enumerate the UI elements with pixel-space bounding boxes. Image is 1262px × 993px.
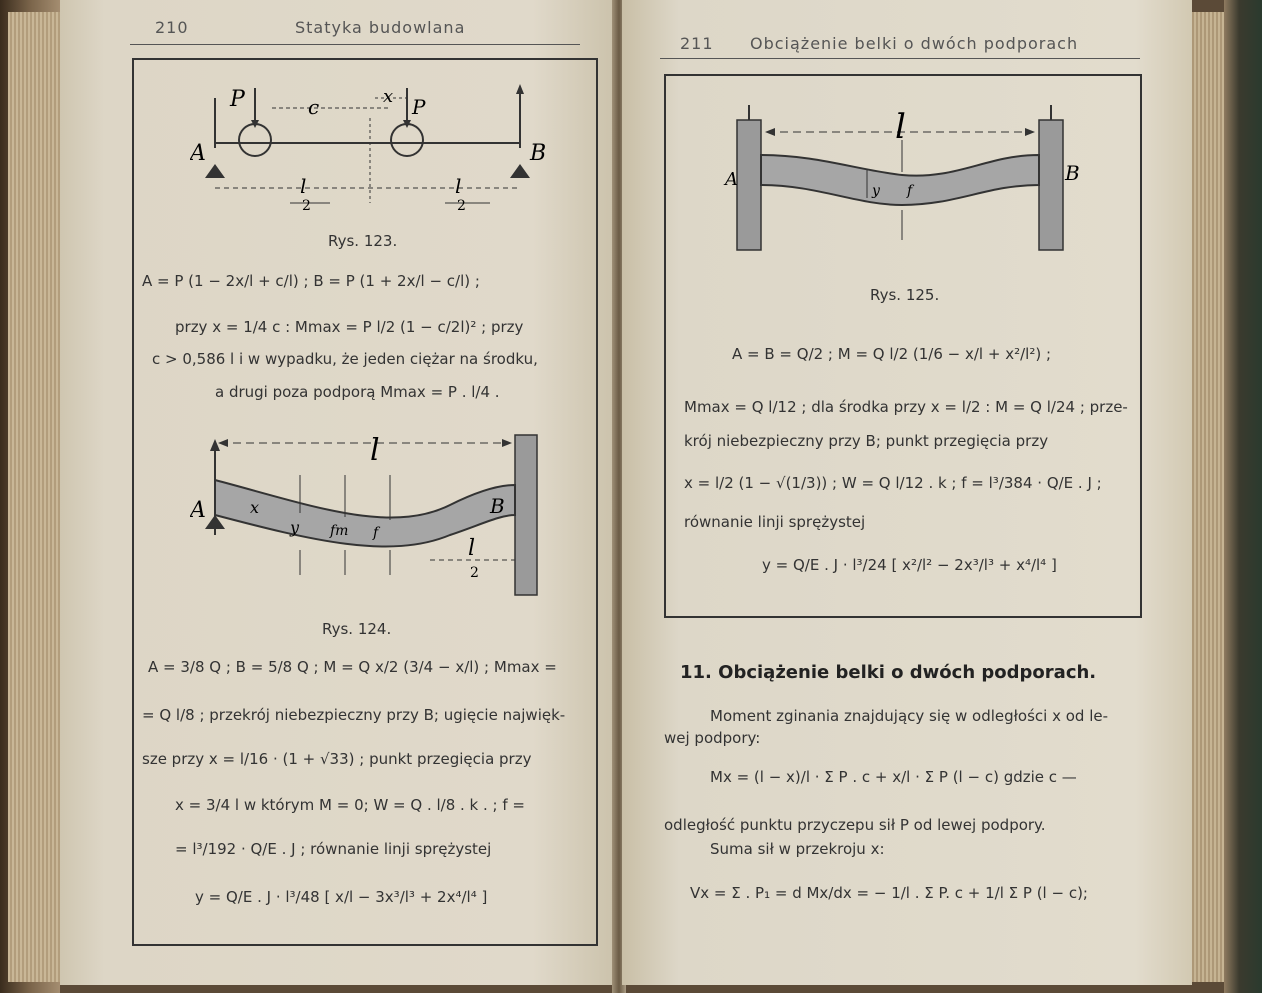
eq-line: A = P (1 − 2x/l + c/l) ; B = P (1 + 2x/l − c/l) ; [142, 272, 480, 290]
eq-line: x = l/2 (1 − √(1/3)) ; W = Q l/12 . k ; f = l³/384 · Q/E . J ; [684, 474, 1102, 492]
figure-125 [717, 100, 1097, 255]
label-f: f [907, 183, 913, 199]
header-rule-left [130, 44, 580, 45]
left-page [60, 0, 616, 985]
label-two: 2 [470, 565, 479, 581]
page-edges-left [8, 12, 64, 982]
page-number-left: 210 [155, 18, 189, 37]
eq-line: przy x = 1/4 c : Mmax = P l/2 (1 − c/2l)² ; przy [175, 318, 524, 336]
eq-line: = l³/192 · Q/E . J ; równanie linji sprężystej [175, 840, 492, 858]
eq-line: A = 3/8 Q ; B = 5/8 Q ; M = Q x/2 (3/4 − x/l) ; Mmax = [148, 658, 557, 676]
header-rule-right [660, 58, 1140, 59]
eq-line: A = B = Q/2 ; M = Q l/2 (1/6 − x/l + x²/l²) ; [732, 345, 1052, 363]
label-l: l [895, 107, 906, 147]
label-f: f [373, 525, 379, 541]
figure-123 [190, 78, 550, 213]
label-two1: 2 [302, 198, 311, 213]
right-page [622, 0, 1192, 985]
eq-line: = Q l/8 ; przekrój niebezpieczny przy B; ugięcie najwięk- [142, 706, 566, 724]
eq-line: x = 3/4 l w którym M = 0; W = Q . l/8 . k . ; f = [175, 796, 525, 814]
label-two2: 2 [457, 198, 466, 213]
label-x: x [250, 498, 260, 517]
running-head-right: Obciążenie belki o dwóch podporach [750, 34, 1079, 53]
eq-line: Mmax = Q l/12 ; dla środka przy x = l/2 : M = Q l/24 ; prze- [684, 398, 1128, 416]
label-P2: P [412, 95, 426, 119]
paragraph: Suma sił w przekroju x: [710, 840, 885, 858]
eq-mx: Mx = (l − x)/l · Σ P . c + x/l · Σ P (l − c) gdzie c — [710, 768, 1077, 786]
label-c: c [308, 95, 320, 119]
page-number-right: 211 [680, 34, 714, 53]
label-l: l [370, 433, 380, 468]
label-A: A [190, 498, 206, 523]
label-B: B [1065, 161, 1080, 185]
eq-line: y = Q/E . J · l³/24 [ x²/l² − 2x³/l³ + x⁴/l⁴ ] [762, 556, 1057, 574]
book-cover-right [1224, 0, 1262, 993]
eq-line: krój niebezpieczny przy B; punkt przegięcia przy [684, 432, 1049, 450]
paragraph: odległość punktu przyczepu sił P od lewej podpory. [664, 816, 1046, 834]
eq-line: sze przy x = l/16 · (1 + √33) ; punkt przegięcia przy [142, 750, 532, 768]
running-head-left: Statyka budowlana [295, 18, 466, 37]
section-heading: 11. Obciążenie belki o dwóch podporach. [680, 662, 1097, 683]
label-l2: l [468, 536, 476, 561]
eq-line: y = Q/E . J · l³/48 [ x/l − 3x³/l³ + 2x⁴/l⁴ ] [195, 888, 488, 906]
eq-line: a drugi poza podporą Mmax = P . l/4 . [215, 383, 500, 401]
paragraph: Moment zginania znajdujący się w odległości x od le- [710, 707, 1109, 725]
figure-124 [190, 425, 550, 600]
label-l1: l [300, 174, 307, 198]
label-B: B [530, 141, 547, 166]
label-B: B [490, 494, 505, 518]
caption-rys-125: Rys. 125. [870, 286, 940, 304]
eq-line: c > 0,586 l i w wypadku, że jeden ciężar na środku, [152, 350, 538, 368]
label-x: x [383, 86, 394, 107]
label-l2: l [455, 174, 462, 198]
label-fm: fm [330, 523, 349, 539]
label-P1: P [230, 87, 245, 112]
paragraph: wej podpory: [664, 729, 761, 747]
caption-rys-124: Rys. 124. [322, 620, 392, 638]
caption-rys-123: Rys. 123. [328, 232, 398, 250]
label-A: A [190, 141, 206, 166]
label-y: y [290, 518, 300, 537]
eq-line: równanie linji sprężystej [684, 513, 866, 531]
label-A: A [725, 169, 738, 190]
label-y: y [872, 183, 880, 199]
eq-vx: Vx = Σ . P₁ = d Mx/dx = − 1/l . Σ P. c + 1/l Σ P (l − c); [690, 884, 1088, 902]
